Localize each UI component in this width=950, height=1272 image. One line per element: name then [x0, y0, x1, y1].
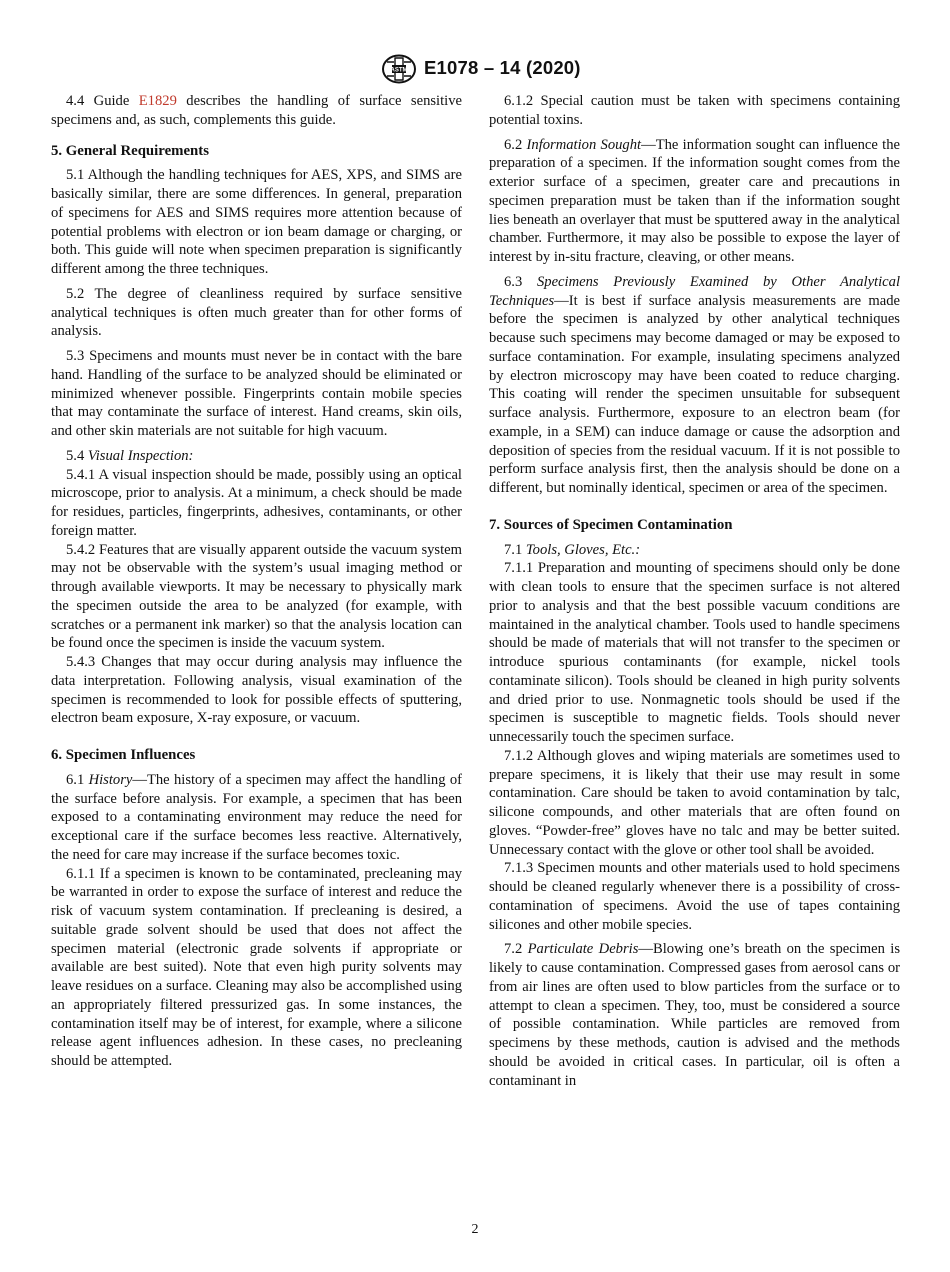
section-7-heading: 7. Sources of Specimen Contamination	[489, 516, 733, 533]
paragraph-5-2: 5.2 The degree of cleanliness required by surface sensitive analytical techniques is often much greater than for other forms of analysis.	[51, 285, 462, 340]
paragraph-6-3: 6.3 Specimens Previously Examined by Other Analytical Techniques—It is best if surface analysis measurements are made before the specimen is analyzed by other analytical techniques because such specimens may become damaged or may be exposed to surface contamination. For example, insulating specimens analyzed by electron microscopy may have been coated to reduce charging. This coating will render the specimen unsuitable for subsequent surface analysis. Furthermore, exposure to an electron beam (for example, in a SEM) can induce damage or cause the adsorption and deposition of species from the residual vacuum. If it is not possible to perform surface analysis first, then the analysis should be done on a different, but nominally identical, specimen or area of the specimen.	[489, 273, 900, 496]
right-column	[489, 92, 900, 1096]
page-number: 2	[471, 1222, 479, 1237]
paragraph-7-1-1: 7.1.1 Preparation and mounting of specimens should only be done with clean tools to ensure that the specimen surface is not altered prior to analysis and that the best possible vacuum conditions are maintained in the analytical chamber. Tools used to handle specimens should be made of materials that will not transfer to the specimen or introduce spurious contaminants (for example, nickel tools contaminate silicon). Tools should be cleaned in high purity solvents and dried prior to use. Nonmagnetic tools should be used if the specimen is susceptible to magnetic fields. Tools should never unnecessarily touch the specimen surface.	[489, 560, 900, 745]
paragraph-6-1-1: 6.1.1 If a specimen is known to be contaminated, precleaning may be warranted in order to expose the surface of interest and reduce the risk of vacuum system contamination. If precleaning is desired, a suitable grade solvent should be used that does not affect the specimen material (electronic grade solvents if appropriate or available are best suited). Note that even high purity solvents may leave residues on a surface. Cleaning may also be accomplished using an appropriately filtered pressurized gas. In some instances, the contamination itself may be of interest, for example, where a silicone release agent influences adhesion. In these cases, no precleaning should be attempted.	[51, 865, 462, 1069]
left-column	[51, 92, 462, 1077]
e1829-link[interactable]: E1829	[138, 93, 177, 109]
section-5-heading: 5. General Requirements	[51, 142, 209, 159]
paragraph-5-4-3: 5.4.3 Changes that may occur during analysis may influence the data interpretation. Following analysis, visual examination of the specimen is recommended to look for possible effects of sputtering, electron beam exposure, X-ray exposure, or vacuum.	[51, 654, 462, 727]
paragraph-7-1-2: 7.1.2 Although gloves and wiping materials are sometimes used to prepare specimens, it is likely that their use may result in some contamination. Care should be taken to avoid contamination by talc, silicone compounds, and other materials that are often found on gloves. “Powder-free” gloves have no talc and may be better suited. Unnecessary contact with the glove or other tool shall be avoided.	[489, 747, 900, 858]
section-6-heading: 6. Specimen Influences	[51, 747, 196, 763]
paragraph-6-1: 6.1 History—The history of a specimen may affect the handling of the surface before analysis. For example, a specimen that has been exposed to a contaminating environment may reduce the need for exceptional care if the surface becomes less reactive. Alternatively, the need for care may increase if the surface becomes toxic.	[51, 771, 463, 863]
astm-logo-icon	[381, 54, 417, 84]
paragraph-5-1: 5.1 Although the handling techniques for AES, XPS, and SIMS are basically similar, there are some differences. In general, preparation of specimens for AES and SIMS requires more attention because of potential problems with electron or ion beam damage or charging, or both. This guide will note when specimen preparation is significantly different among the three techniques.	[51, 167, 462, 277]
paragraph-7-2: 7.2 Particulate Debris—Blowing one’s breath on the specimen is likely to cause contamination. Compressed gases from aerosol cans or from air lines are often used to blow particles from the surface or to attempt to clean a specimen. They, too, must be considered a source of possible contamination. While particles are removed from specimens by these methods, caution is advised and the methods should be avoided in critical cases. In particular, oil is often a contaminant in	[489, 941, 901, 1089]
page-header	[0, 54, 950, 84]
paragraph-5-4-1: 5.4.1 A visual inspection should be made, possibly using an optical microscope, prior to analysis. At a minimum, a check should be made for residues, particles, fingerprints, adhesives, contaminants, or other foreign matter.	[51, 466, 462, 539]
paragraph-4-4: 4.4 Guide E1829 describes the handling of surface sensitive specimens and, as such, complements this guide.	[51, 93, 462, 128]
document-designation: E1078 – 14 (2020)	[424, 57, 581, 78]
paragraph-5-3: 5.3 Specimens and mounts must never be in contact with the bare hand. Handling of the surface to be analyzed should be eliminated or minimized whenever possible. Fingerprints contain mobile species that may contaminate the surface of interest. Hand creams, skin oils, and other skin materials are not suitable for high vacuum.	[51, 348, 462, 439]
svg-text:ASTM: ASTM	[390, 67, 408, 74]
paragraph-6-2: 6.2 Information Sought—The information sought can influence the preparation of a specimen. If the information sought comes from the exterior surface of a specimen, greater care and precautions in specimen preparation must be taken than if the information sought lies beneath an overlayer that must be sputtered away in the analytical chamber. Furthermore, it may also be possible to expose the layer of interest by in-situ fracture, cleaving, or other means.	[489, 136, 901, 265]
paragraph-7-1: 7.1 Tools, Gloves, Etc.:	[504, 541, 641, 558]
paragraph-7-1-3: 7.1.3 Specimen mounts and other materials used to hold specimens should be cleaned regularly whenever there is a possibility of cross-contamination of specimens. Avoid the use of tapes containing silicones and other mobile species.	[489, 860, 900, 933]
paragraph-5-4: 5.4 Visual Inspection:	[66, 447, 194, 464]
paragraph-5-4-2: 5.4.2 Features that are visually apparent outside the vacuum system may not be observable with the system’s usual imaging method or through available viewports. It may be necessary to physically mark the specimen outside the area to be analyzed (for example, with scratches or a permanent ink marker) so that the analysis location can be found once the specimen is inside the vacuum system.	[51, 541, 462, 652]
paragraph-6-1-2: 6.1.2 Special caution must be taken with specimens containing potential toxins.	[489, 93, 900, 128]
